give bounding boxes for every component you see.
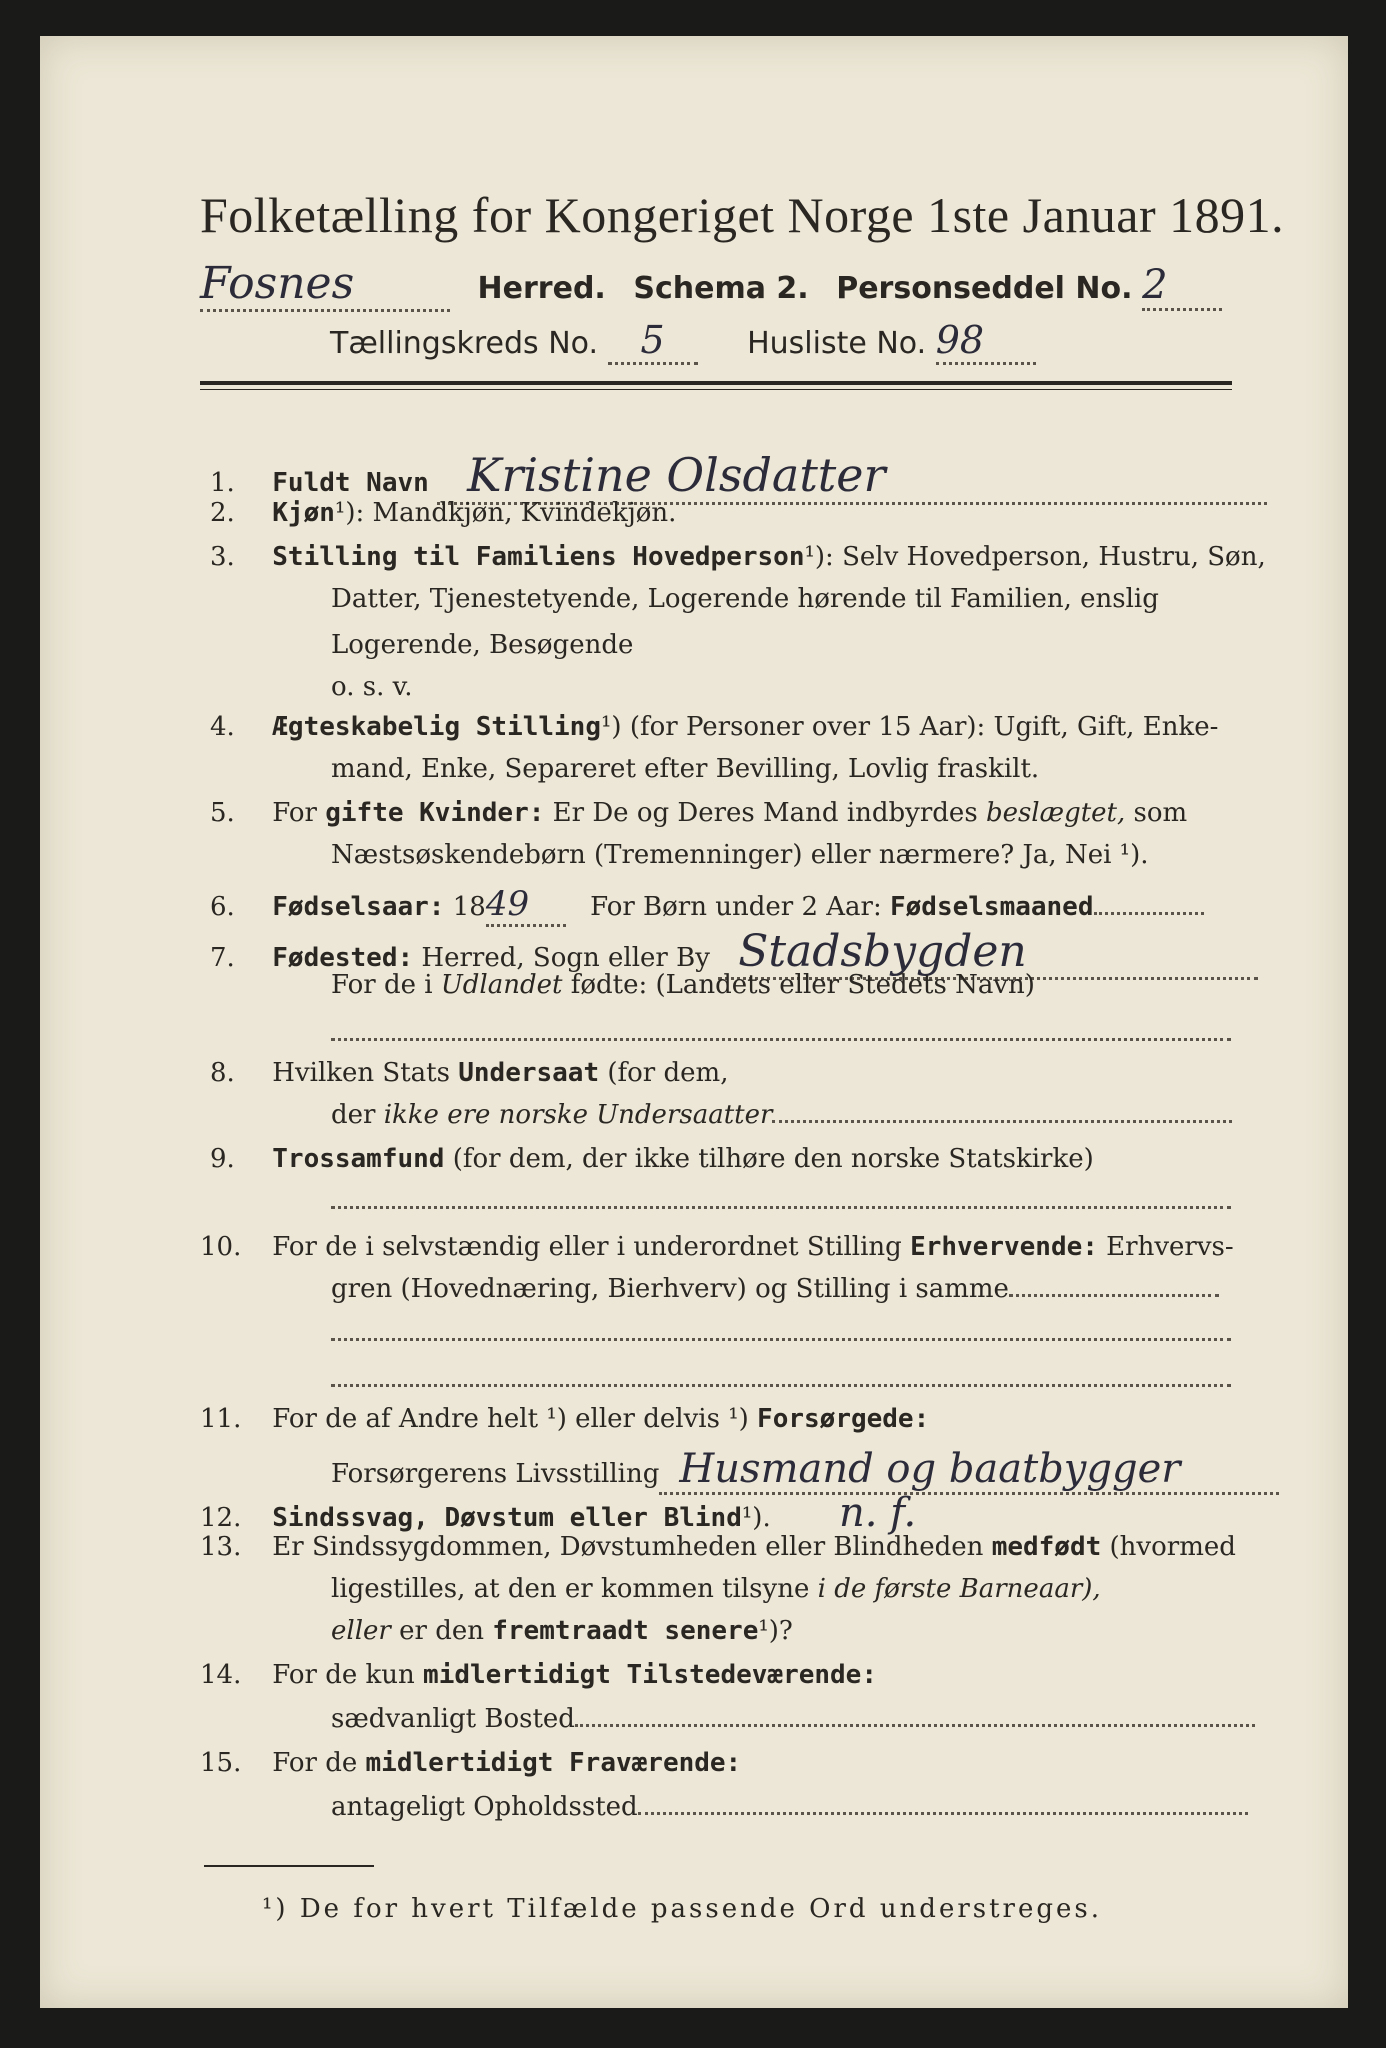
item-7-blank-line xyxy=(331,1026,1231,1045)
item-5-label: gifte Kvinder: xyxy=(325,798,545,828)
item-14-line-2 xyxy=(331,1704,1255,1734)
item-13-end: (hvormed xyxy=(1109,1532,1236,1562)
item-14-line-2-text: sædvanligt Bosted xyxy=(331,1704,575,1734)
form-title: Folketælling for Kongeriget Norge 1ste Januar 1891. xyxy=(200,187,1285,243)
full-name-value: Kristine Olsdatter xyxy=(437,448,1267,505)
item-9-number: 9. xyxy=(210,1144,235,1174)
item-6-number: 6. xyxy=(210,892,235,922)
item-8-label: Undersaat xyxy=(458,1058,600,1088)
item-10-text: Erhvervs- xyxy=(1106,1232,1234,1262)
taellingskreds-label: Tællingskreds No. xyxy=(330,326,598,361)
item-4 xyxy=(210,712,1218,742)
item-2-label: Kjøn xyxy=(272,498,335,528)
item-8-number: 8. xyxy=(210,1058,235,1088)
herred-row xyxy=(200,258,1222,312)
item-5-end: som xyxy=(1133,798,1188,828)
item-1 xyxy=(210,448,1267,505)
item-3-text: ¹): Selv Hovedperson, Hustru, Søn, xyxy=(804,542,1266,572)
item-2-text: ¹): Mandkjøn, Kvindekjøn. xyxy=(334,498,677,528)
item-11 xyxy=(200,1404,929,1434)
footnote-rule xyxy=(204,1865,374,1867)
item-6-text-2: For Børn under 2 Aar: xyxy=(590,892,882,922)
item-3-text-2: Datter, Tjenestetyende, Logerende hørende til Familien, enslig xyxy=(331,584,1159,614)
item-7-line-2-italic: Udlandet xyxy=(440,970,563,1000)
item-2-number: 2. xyxy=(210,498,235,528)
erhverv-blank-1 xyxy=(331,1326,1231,1345)
item-5-number: 5. xyxy=(210,798,235,828)
sindssvag-value: n. f. xyxy=(838,1490,917,1536)
item-14-label: midlertidigt Tilstedeværende: xyxy=(423,1660,877,1690)
item-15-number: 15. xyxy=(200,1748,242,1778)
item-6-label: Fødselsaar: xyxy=(272,892,445,922)
taellingskreds-row xyxy=(330,318,1036,365)
item-6-label-2: Fødselsmaaned xyxy=(890,892,1094,922)
item-13-line-3-mid: er den xyxy=(399,1616,484,1646)
item-4-text: ¹) (for Personer over 15 Aar): Ugift, Gift, Enke- xyxy=(601,712,1219,742)
item-10-line-2 xyxy=(331,1274,1219,1304)
item-10-label: Erhvervende: xyxy=(910,1232,1098,1262)
item-5-pre: For xyxy=(272,798,317,828)
personseddel-value: 2 xyxy=(1142,262,1222,311)
schema-label: Schema 2. xyxy=(633,271,809,306)
item-7-line-2-pre: For de i xyxy=(331,970,433,1000)
item-13-line-2 xyxy=(331,1574,1101,1604)
item-12-number: 12. xyxy=(200,1503,242,1533)
item-9 xyxy=(210,1144,1094,1174)
item-3-number: 3. xyxy=(210,542,235,572)
census-form-sheet xyxy=(40,36,1348,2008)
item-4-label: Ægteskabelig Stilling xyxy=(272,712,601,742)
item-11-label: Forsørgede: xyxy=(757,1404,930,1434)
header-rule-thin xyxy=(200,389,1232,390)
item-11-line-2 xyxy=(331,1446,1279,1495)
item-15-label: midlertidigt Fraværende: xyxy=(365,1748,742,1778)
footnote: ¹) De for hvert Tilfælde passende Ord understreges. xyxy=(262,1894,1103,1924)
item-13-number: 13. xyxy=(200,1532,242,1562)
item-5 xyxy=(210,798,1187,828)
item-8 xyxy=(210,1058,728,1088)
item-14-pre: For de kun xyxy=(272,1660,415,1690)
item-13-label: medfødt xyxy=(991,1532,1102,1562)
item-12-text: ¹). xyxy=(741,1503,771,1533)
item-3-text-4: o. s. v. xyxy=(331,672,413,702)
item-10-line-2-text: gren (Hovednæring, Bierhverv) og Stilling i samme xyxy=(331,1274,1009,1304)
opholdssted-field xyxy=(638,1812,1248,1815)
item-14-number: 14. xyxy=(200,1660,242,1690)
item-8-line-2-italic: ikke ere norske Undersaatter xyxy=(383,1100,773,1130)
husliste-value: 98 xyxy=(936,318,1036,365)
item-9-text: (for dem, der ikke tilhøre den norske Statskirke) xyxy=(452,1144,1094,1174)
husliste-label: Husliste No. xyxy=(747,326,927,361)
item-13-line-3 xyxy=(331,1616,793,1646)
item-5-text: Er De og Deres Mand indbyrdes xyxy=(552,798,978,828)
item-7-line-2-end: fødte: (Landets eller Stedets Navn) xyxy=(570,970,1035,1000)
item-6-century: 18 xyxy=(452,892,486,922)
item-7-line-2 xyxy=(331,970,1035,1000)
item-15-pre: For de xyxy=(272,1748,358,1778)
item-6 xyxy=(210,884,1204,927)
item-11-pre: For de af Andre helt ¹) eller delvis ¹) xyxy=(272,1404,749,1434)
item-3-label: Stilling til Familiens Hovedperson xyxy=(272,542,805,572)
item-8-pre: Hvilken Stats xyxy=(272,1058,450,1088)
item-9-label: Trossamfund xyxy=(272,1144,445,1174)
forsorger-value: Husmand og baatbygger xyxy=(659,1446,1279,1495)
item-15-line-2 xyxy=(331,1792,1248,1822)
item-12 xyxy=(200,1490,916,1536)
item-1-number: 1. xyxy=(210,468,235,498)
bosted-field xyxy=(575,1724,1255,1727)
item-3-text-3: Logerende, Besøgende xyxy=(331,630,634,660)
item-13-line-2-pre: ligestilles, at den er kommen tilsyne xyxy=(331,1574,810,1604)
taellingskreds-value: 5 xyxy=(608,318,698,365)
item-10-pre: For de i selvstændig eller i underordnet Stilling xyxy=(272,1232,902,1262)
item-3 xyxy=(210,542,1266,572)
item-5-italic: beslægtet, xyxy=(985,798,1126,828)
item-4-number: 4. xyxy=(210,712,235,742)
item-11-line-2-text: Forsørgerens Livsstilling xyxy=(331,1459,660,1489)
item-7-label: Fødested: xyxy=(272,943,414,973)
item-14 xyxy=(200,1660,877,1690)
trossamfund-field xyxy=(331,1194,1231,1213)
item-2 xyxy=(210,498,676,528)
item-8-line-2 xyxy=(331,1100,1232,1130)
item-12-label: Sindssvag, Døvstum eller Blind xyxy=(272,1503,742,1533)
item-4-text-2: mand, Enke, Separeret efter Bevilling, Lovlig fraskilt. xyxy=(331,754,1040,784)
item-10 xyxy=(200,1232,1234,1262)
item-7-number: 7. xyxy=(210,943,235,973)
item-7-text: Herred, Sogn eller By xyxy=(421,943,710,973)
item-13-line-3-italic: eller xyxy=(331,1616,391,1646)
item-15 xyxy=(200,1748,741,1778)
item-8-text: (for dem, xyxy=(607,1058,729,1088)
herred-value: Fosnes xyxy=(200,258,450,312)
undersaat-field xyxy=(772,1120,1232,1123)
item-8-line-2-pre: der xyxy=(331,1100,376,1130)
item-5-text-2: Næstsøskendebørn (Tremenninger) eller nærmere? Ja, Nei ¹). xyxy=(331,840,1149,870)
item-13-line-3-label: fremtraadt senere xyxy=(492,1616,759,1646)
erhverv-blank-2 xyxy=(331,1372,1231,1391)
item-13 xyxy=(200,1532,1236,1562)
item-11-number: 11. xyxy=(200,1404,242,1434)
herred-label: Herred. xyxy=(477,271,606,306)
item-13-text: Er Sindssygdommen, Døvstumheden eller Blindheden xyxy=(272,1532,984,1562)
birth-year-value: 49 xyxy=(486,884,566,927)
birth-month-field xyxy=(1094,912,1204,915)
item-10-number: 10. xyxy=(200,1232,242,1262)
personseddel-label: Personseddel No. xyxy=(836,271,1133,306)
item-13-line-2-italic: i de første Barneaar), xyxy=(817,1574,1101,1604)
erhverv-field xyxy=(1009,1294,1219,1297)
item-15-line-2-text: antageligt Opholdssted xyxy=(331,1792,638,1822)
item-13-line-3-end: ¹)? xyxy=(758,1616,793,1646)
birthplace-value: Stadsbygden xyxy=(718,926,1258,980)
item-1-label: Fuldt Navn xyxy=(272,468,429,498)
header-rule xyxy=(200,381,1232,385)
